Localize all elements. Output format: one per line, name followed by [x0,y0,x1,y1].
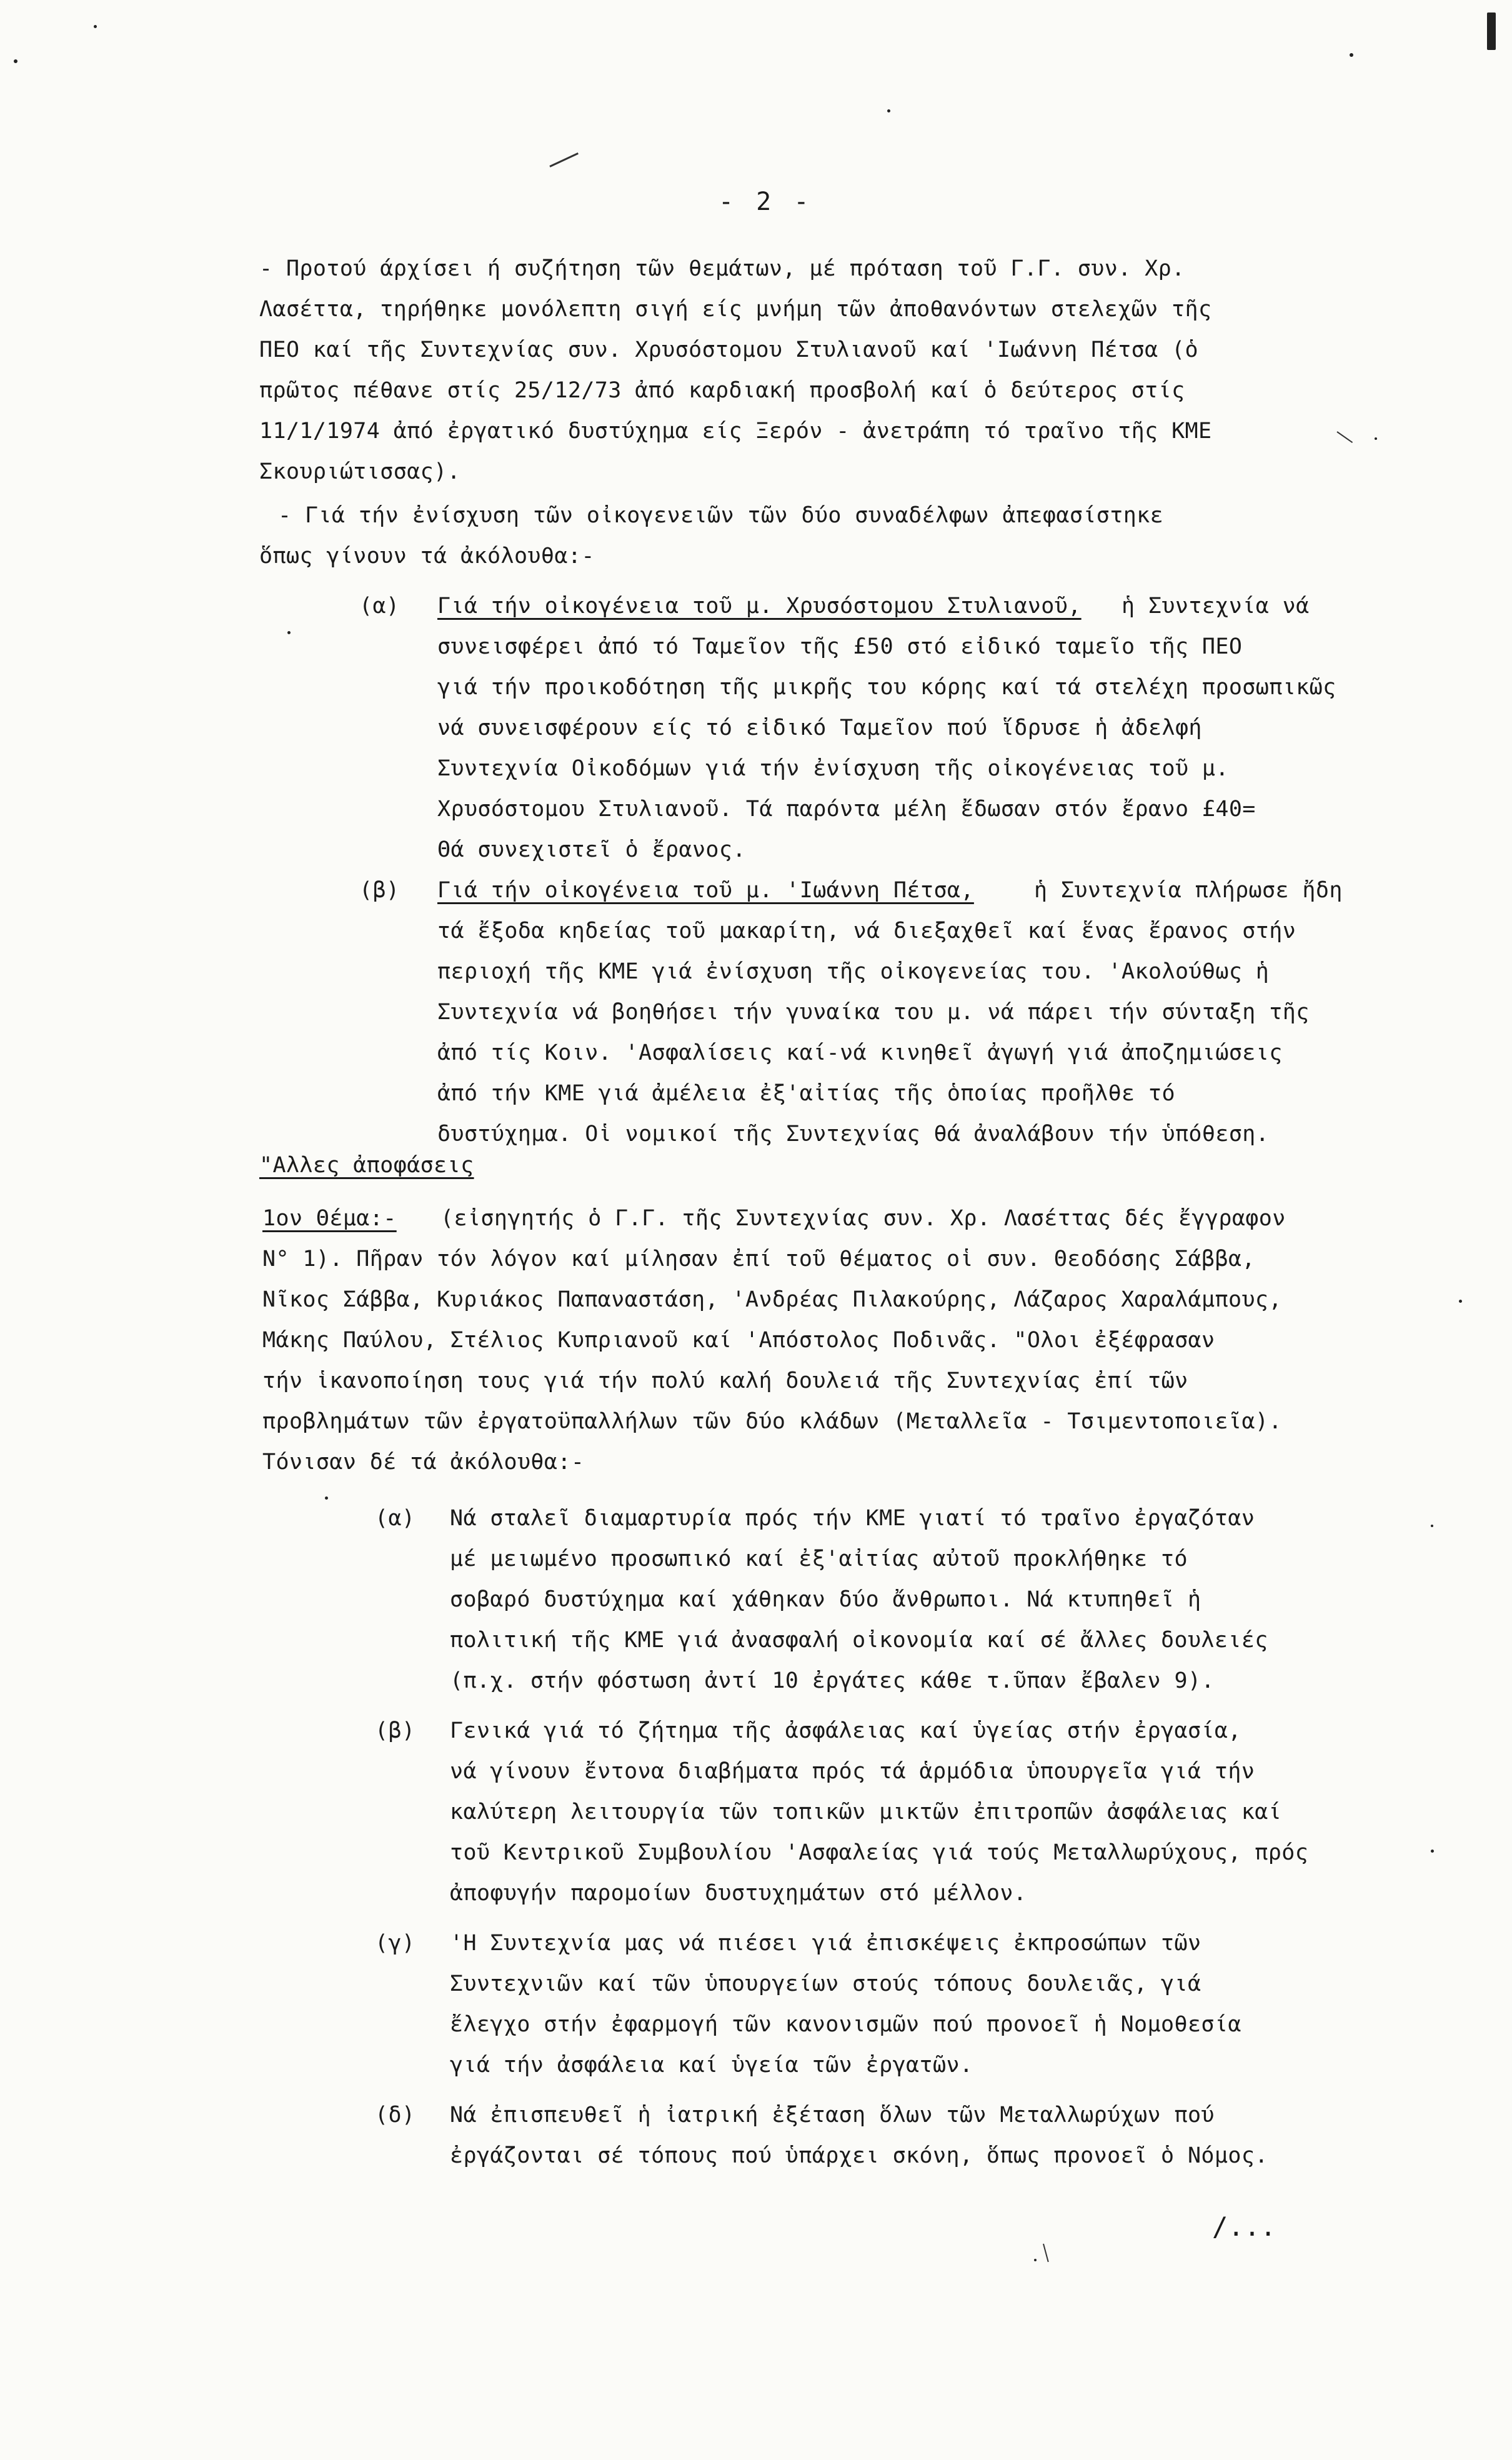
item-b-heading: Γιά τήν οἰκογένεια τοῦ μ. 'Ιωάννη Πέτσα, [437,878,974,903]
decision-d-line: ἐργάζονται σέ τόπους πού ὑπάρχει σκόνη, ὅπως προνοεῖ ὁ Νόμος. [450,2143,1268,2168]
topic-label: 1ον Θέμα:- [262,1206,397,1231]
scan-speck [287,631,291,634]
scan-speck [325,1496,328,1500]
decision-c-line: 'Η Συντεχνία μας νά πιέσει γιά ἐπισκέψεις ἐκπροσώπων τῶν [450,1931,1201,1956]
scan-scratch [1043,2244,1049,2262]
intro-line: Σκουριώτισσας). [259,459,461,484]
item-a-heading: Γιά τήν οἰκογένεια τοῦ μ. Χρυσόστομου Στυλιανοῦ, [437,594,1082,619]
scan-speck [1431,1850,1434,1853]
intro-line: Λασέττα, τηρήθηκε μονόλεπτη σιγή είς μνήμη τῶν ἀποθανόντων στελεχῶν τῆς [259,297,1212,322]
decision-c-line: Συντεχνιῶν καί τῶν ὑπουργείων στούς τόπους δουλειᾶς, γιά [450,1971,1201,1996]
item-b-line: ἀπό τήν ΚΜΕ γιά ἀμέλεια ἐξ'αἰτίας τῆς ὁποίας προῆλθε τό [437,1081,1175,1106]
scan-speck [887,109,890,112]
scan-scratch [549,152,579,167]
intro-line: ΠΕΟ καί τῆς Συντεχνίας συν. Χρυσόστομου Στυλιανοῦ καί 'Ιωάννη Πέτσα (ὁ [259,337,1199,362]
support-line: - Γιά τήν ἐνίσχυση τῶν οἰκογενειῶν τῶν δύο συναδέλφων ἀπεφασίστηκε [278,503,1164,528]
scan-speck [1034,2259,1037,2261]
intro-line: 11/1/1974 ἀπό ἐργατικό δυστύχημα είς Ξερόν - ἀνετράπη τό τραῖνο τῆς ΚΜΕ [259,419,1212,444]
item-a-label: (α) [359,594,400,619]
item-a-line: Χρυσόστομου Στυλιανοῦ. Τά παρόντα μέλη ἔδωσαν στόν ἔρανο £40= [437,797,1256,822]
item-a-line: Θά συνεχιστεῖ ὁ ἔρανος. [437,837,746,862]
item-a-line: Συντεχνία Οἰκοδόμων γιά τήν ἐνίσχυση τῆς οἰκογένειας τοῦ μ. [437,756,1229,781]
item-a-line: συνεισφέρει ἀπό τό Ταμεῖον τῆς £50 στό εἰδικό ταμεῖο τῆς ΠΕΟ [437,634,1243,659]
item-a-line: νά συνεισφέρουν είς τό εἰδικό Ταμεῖον πού ἵδρυσε ἡ ἀδελφή [437,715,1202,740]
topic-line: Τόνισαν δέ τά ἀκόλουθα:- [262,1450,585,1475]
decision-b-line: Γενικά γιά τό ζήτημα τῆς ἀσφάλειας καί ὑγείας στήν ἐργασία, [450,1718,1241,1743]
item-b-line: δυστύχημα. Οἱ νομικοί τῆς Συντεχνίας θά ἀναλάβουν τήν ὑπόθεση. [437,1122,1270,1147]
scan-speck [1487,12,1496,50]
scan-speck [1375,437,1377,440]
item-b-line: ἡ Συντεχνία πλήρωσε ἤδη [1034,878,1343,903]
intro-line: πρῶτος πέθανε στίς 25/12/73 ἀπό καρδιακή προσβολή καί ὁ δεύτερος στίς [259,378,1185,403]
topic-line: τήν ἱκανοποίηση τους γιά τήν πολύ καλή δουλειά τῆς Συντεχνίας ἐπί τῶν [262,1368,1188,1393]
decision-b-line: καλύτερη λειτουργία τῶν τοπικῶν μικτῶν ἐπιτροπῶν ἀσφάλειας καί [450,1800,1282,1825]
item-a-line: ἡ Συντεχνία νά [1122,594,1310,619]
support-line: ὅπως γίνουν τά ἀκόλουθα:- [259,544,595,569]
continuation-mark: /... [1212,2211,1276,2242]
intro-line: - Προτού άρχίσει ή συζήτηση τῶν θεμάτων, μέ πρόταση τοῦ Γ.Γ. συν. Χρ. [259,256,1185,281]
page-number: - 2 - [719,187,813,216]
item-b-line: ἀπό τίς Κοιν. 'Ασφαλίσεις καί-νά κινηθεῖ ἀγωγή γιά ἀποζημιώσεις [437,1040,1283,1065]
item-b-label: (β) [359,878,400,903]
topic-line: (εἰσηγητής ὁ Γ.Γ. τῆς Συντεχνίας συν. Χρ. Λασέττας δές ἔγγραφον [440,1206,1286,1231]
topic-line: Νῖκος Σάββα, Κυριάκος Παπαναστάση, 'Ανδρέας Πιλακούρης, Λάζαρος Χαραλάμπους, [262,1287,1282,1312]
scan-speck [1459,1300,1462,1303]
scan-speck [1431,1525,1433,1527]
decision-a-line: (π.χ. στήν φόστωση ἀντί 10 ἐργάτες κάθε τ.ῦπαν ἔβαλεν 9). [450,1668,1215,1693]
other-decisions-heading: "Αλλες ἀποφάσεις [259,1153,474,1178]
item-b-line: περιοχή τῆς ΚΜΕ γιά ἐνίσχυση τῆς οἰκογενείας του. 'Ακολούθως ἡ [437,959,1270,984]
decision-b-line: τοῦ Κεντρικοῦ Συμβουλίου 'Ασφαλείας γιά τούς Μεταλλωρύχους, πρός [450,1840,1309,1865]
topic-line: Μάκης Παύλου, Στέλιος Κυπριανοῦ καί 'Απόστολος Ποδινᾶς. "Ολοι ἐξέφρασαν [262,1328,1215,1353]
decision-c-label: (γ) [375,1931,415,1956]
decision-b-label: (β) [375,1718,415,1743]
decision-a-line: πολιτική τῆς ΚΜΕ γιά ἀνασφαλή οἰκονομία καί σέ ἄλλες δουλειές [450,1628,1268,1653]
scan-scratch [1336,431,1353,443]
decision-a-line: Νά σταλεῖ διαμαρτυρία πρός τήν ΚΜΕ γιατί τό τραῖνο ἐργαζόταν [450,1506,1255,1531]
item-b-line: Συντεχνία νά βοηθήσει τήν γυναίκα του μ. νά πάρει τήν σύνταξη τῆς [437,1000,1310,1025]
scan-speck [14,59,17,63]
scan-speck [1350,53,1353,57]
decision-b-line: νά γίνουν ἔντονα διαβήματα πρός τά ἁρμόδια ὑπουργεῖα γιά τήν [450,1759,1255,1784]
decision-a-line: σοβαρό δυστύχημα καί χάθηκαν δύο ἄνθρωποι. Νά κτυπηθεῖ ἡ [450,1587,1201,1612]
scan-speck [94,25,97,28]
decision-a-line: μέ μειωμένο προσωπικό καί ἐξ'αἰτίας αὐτοῦ προκλήθηκε τό [450,1546,1188,1571]
topic-line: Ν° 1). Πῆραν τόν λόγον καί μίλησαν ἐπί τοῦ θέματος οἱ συν. Θεοδόσης Σάββα, [262,1247,1255,1272]
decision-c-line: ἔλεγχο στήν ἐφαρμογή τῶν κανονισμῶν πού προνοεῖ ἡ Νομοθεσία [450,2012,1241,2037]
item-a-line: γιά τήν προικοδότηση τῆς μικρῆς του κόρης καί τά στελέχη προσωπικῶς [437,675,1336,700]
decision-c-line: γιά τήν ἀσφάλεια καί ὑγεία τῶν ἐργατῶν. [450,2053,973,2078]
decision-d-line: Νά ἐπισπευθεῖ ἡ ἰατρική ἐξέταση ὅλων τῶν Μεταλλωρύχων πού [450,2103,1215,2128]
decision-a-label: (α) [375,1506,415,1531]
decision-d-label: (δ) [375,2103,415,2128]
decision-b-line: ἀποφυγήν παρομοίων δυστυχημάτων στό μέλλον. [450,1881,1027,1906]
topic-line: προβλημάτων τῶν ἐργατοϋπαλλήλων τῶν δύο κλάδων (Μεταλλεῖα - Τσιμεντοποιεῖα). [262,1409,1282,1434]
item-b-line: τά ἔξοδα κηδείας τοῦ μακαρίτη, νά διεξαχθεῖ καί ἕνας ἔρανος στήν [437,919,1296,944]
